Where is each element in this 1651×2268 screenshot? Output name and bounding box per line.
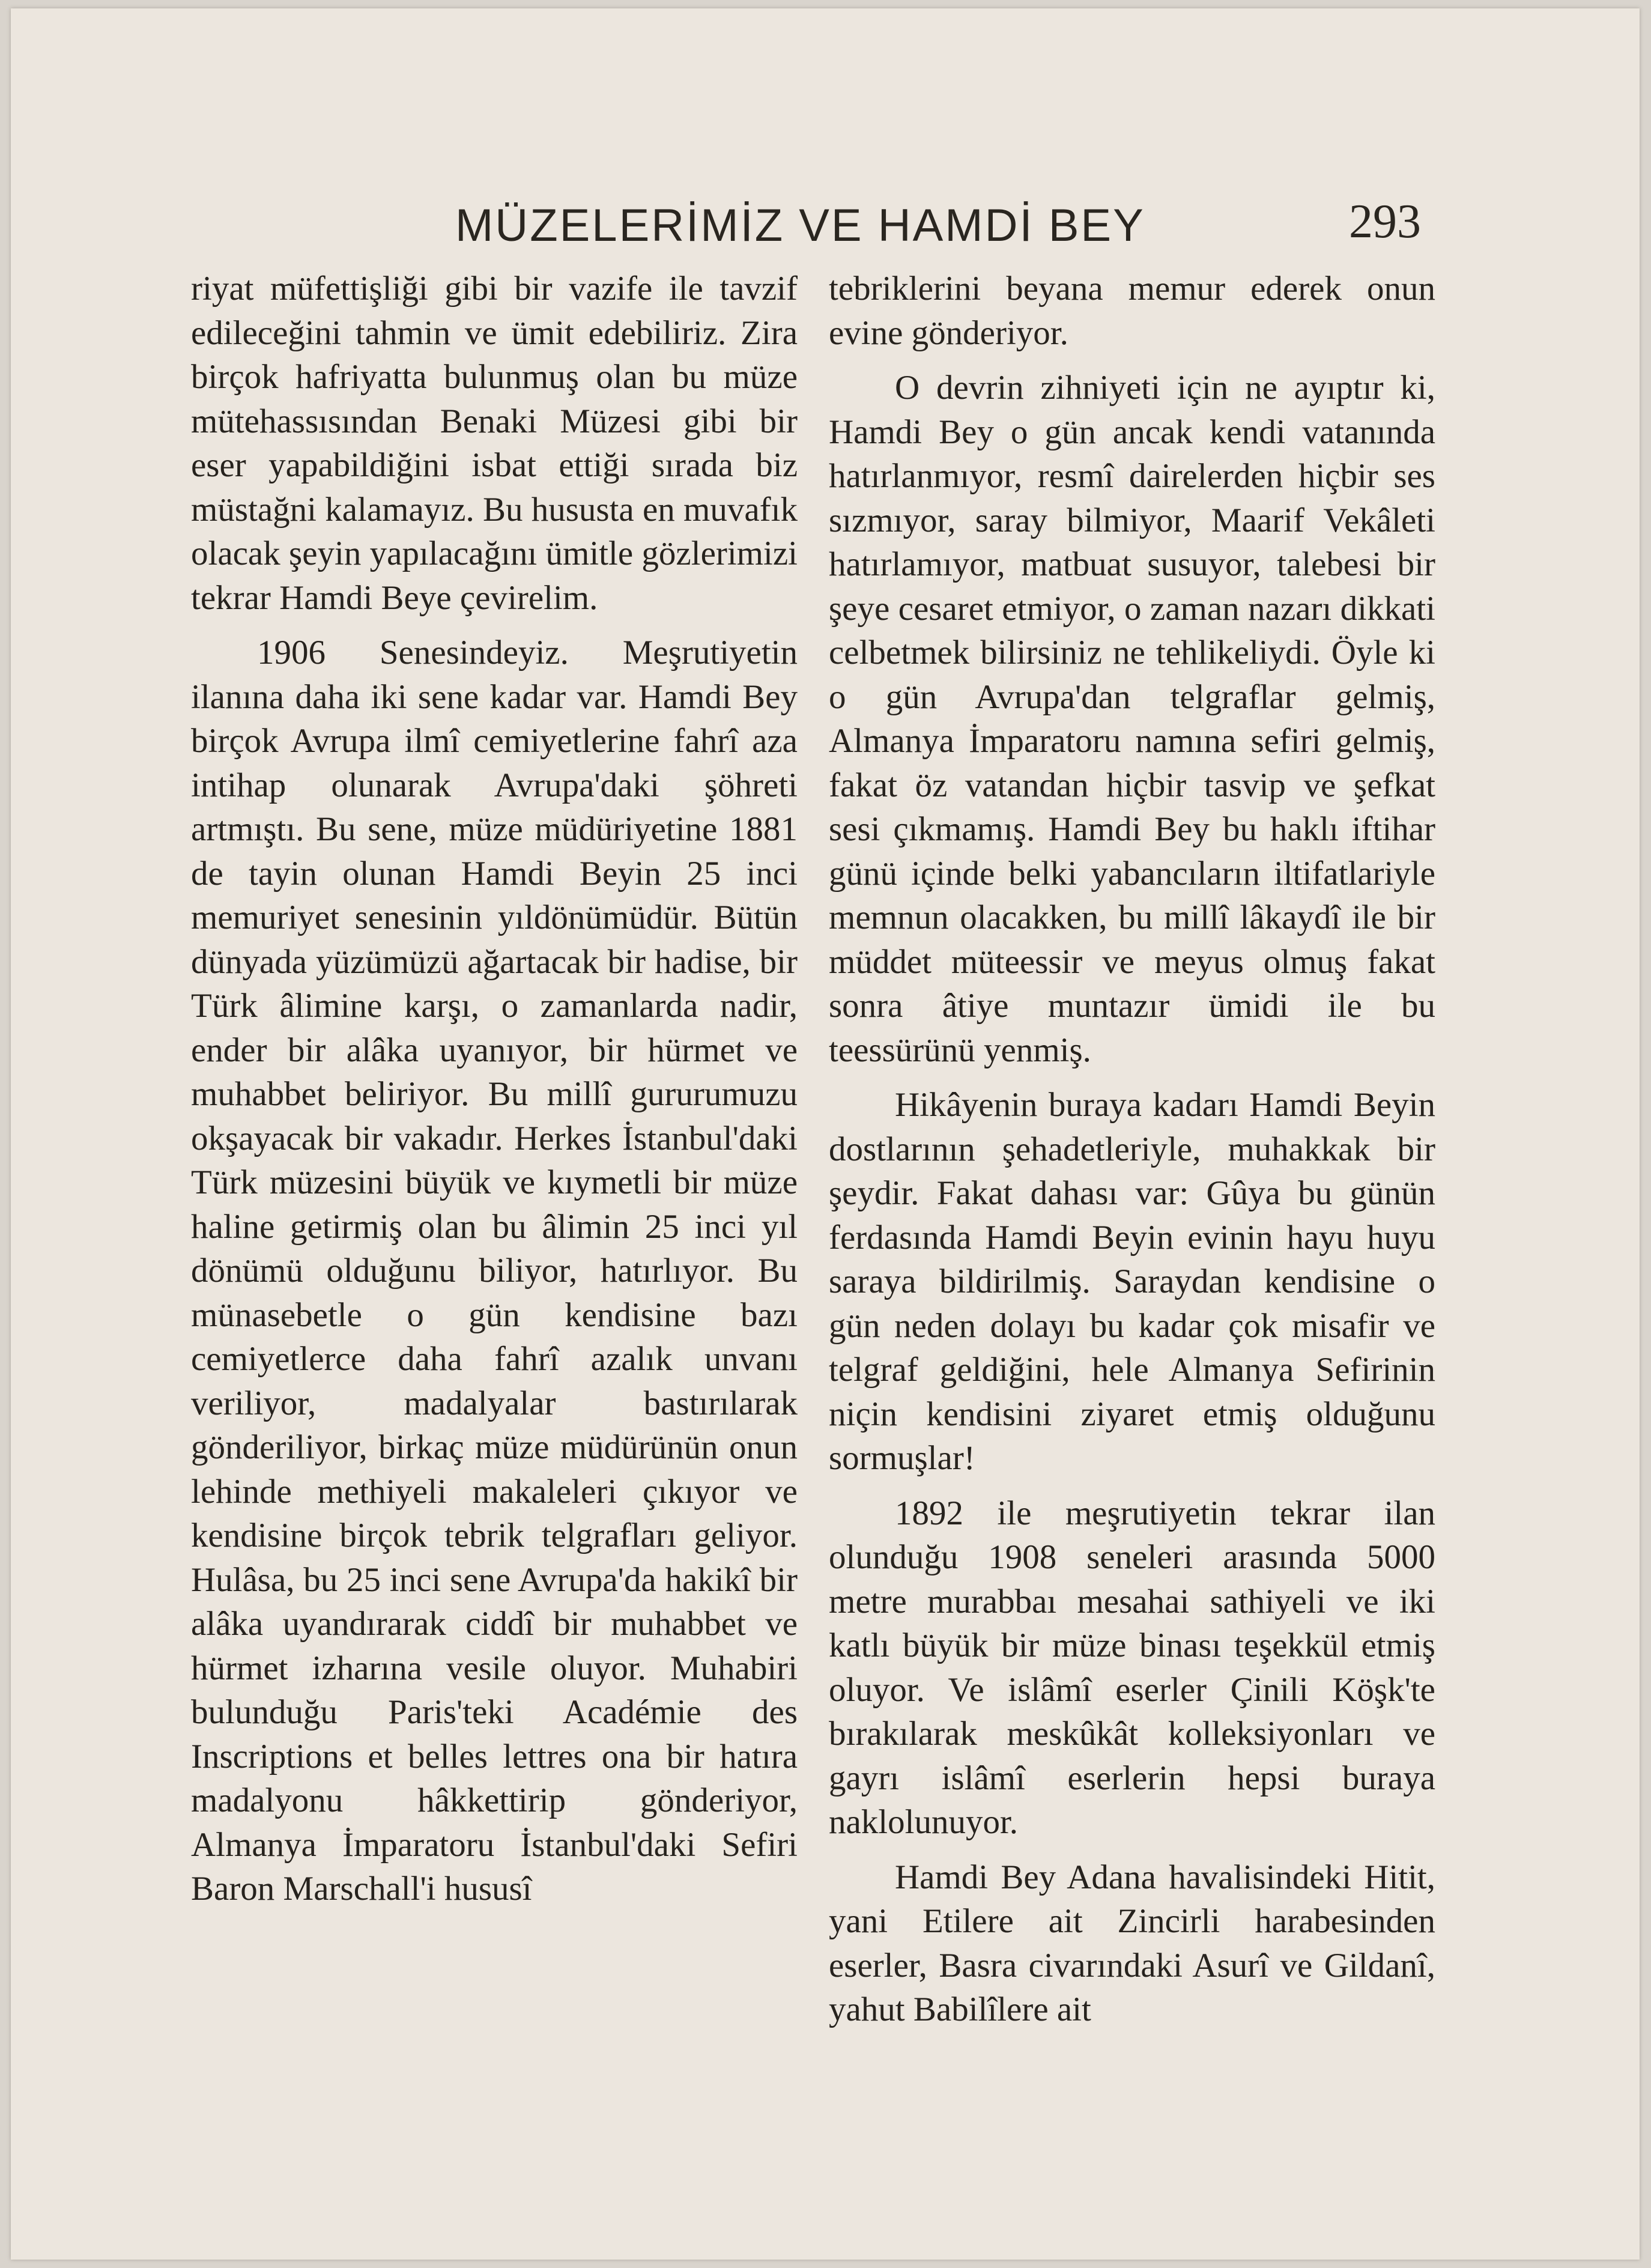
page-sheet bbox=[11, 8, 1640, 2260]
running-title: MÜZELERİMİZ VE HAMDİ BEY bbox=[455, 200, 1145, 251]
paragraph: Hikâyenin buraya kadarı Hamdi Beyin dostlarının şehadetleriyle, muhakkak bir şeydir. Fakat dahası var: Gûya bu günün ferdasında Hamdi Beyin evinin hayu huyu saraya bildirilmiş. Saraydan kendisine o gün neden dolayı bu kadar çok misafir ve telgraf geldiğini, hele Almanya Sefirinin niçin kendisini ziyaret etmiş olduğunu sormuşlar! bbox=[829, 1086, 1435, 1477]
paragraph: 1892 ile meşrutiyetin tekrar ilan olunduğu 1908 seneleri arasında 5000 metre murabbaı mesahai sathiyeli ve iki katlı büyük bir müze binası teşekkül etmiş oluyor. Ve islâmî eserler Çinili Köşk'te bırakılarak meskûkât kolleksiyonları ve gayrı islâmî eserlerin hepsi buraya naklolunuyor. bbox=[829, 1494, 1435, 1841]
left-column bbox=[191, 267, 798, 1922]
paragraph: 1906 Senesindeyiz. Meşrutiyetin ilanına daha iki sene kadar var. Hamdi Bey birçok Avrupa ilmî cemiyetlerine fahrî aza intihap olunarak Avrupa'daki şöhreti artmıştı. Bu sene, müze müdüriyetine 1881 de tayin olunan Hamdi Beyin 25 inci memuriyet senesinin yıldönümüdür. Bütün dünyada yüzümüzü ağartacak bir hadise, bir Türk âlimine karşı, o zamanlarda nadir, ender bir alâka uyanıyor, bir hürmet ve muhabbet beliriyor. Bu millî gururumuzu okşayacak bir vakadır. Herkes İstanbul'daki Türk müzesini büyük ve kıymetli bir müze haline getirmiş olan bu âlimin 25 inci yıl dönümü olduğunu biliyor, hatırlıyor. Bu münasebetle o gün kendisine bazı cemiyetlerce daha fahrî azalık unvanı veriliyor, madalyalar bastırılarak gönderiliyor, birkaç müze müdürünün onun lehinde methiyeli makaleleri çıkıyor ve kendisine birçok tebrik telgrafları geliyor. Hulâsa, bu 25 inci sene Avrupa'da hakikî bir alâka uyandırarak ciddî bir muhabbet ve hürmet izharına vesile oluyor. Muhabiri bulunduğu Paris'teki Académie des Inscriptions et belles lettres ona bir hatıra madalyonu hâkkettirip gönderiyor, Almanya İmparatoru İstanbul'daki Sefiri Baron Marschall'i hususî bbox=[191, 634, 798, 1908]
paragraph: riyat müfettişliği gibi bir vazife ile tavzif edileceğini tahmin ve ümit edebiliriz. Zira birçok hafriyatta bulunmuş olan bu müze mütehassısından Benaki Müzesi gibi bir eser yapabildiğini isbat ettiği sırada biz müstağni kalamayız. Bu hususta en muvafık olacak şeyin yapılacağını ümitle gözlerimizi tekrar Hamdi Beye çevirelim. bbox=[191, 270, 798, 617]
paragraph: O devrin zihniyeti için ne ayıptır ki, Hamdi Bey o gün ancak kendi vatanında hatırlanmıyor, resmî dairelerden hiçbir ses sızmıyor, saray bilmiyor, Maarif Vekâleti hatırlamıyor, matbuat susuyor, talebesi bir şeye cesaret etmiyor, o zaman nazarı dikkati celbetmek bilirsiniz ne tehlikeliydi. Öyle ki o gün Avrupa'dan telgraflar gelmiş, Almanya İmparatoru namına sefiri gelmiş, fakat öz vatandan hiçbir tasvip ve şefkat sesi çıkmamış. Hamdi Bey bu haklı iftihar günü içinde belki yabancıların iltifatlariyle memnun olacakken, bu millî lâkaydî ile bir müddet müteessir ve meyus olmuş fakat sonra âtiye muntazır ümidi ile bu teessürünü yenmiş. bbox=[829, 369, 1435, 1069]
paragraph: tebriklerini beyana memur ederek onun evine gönderiyor. bbox=[829, 270, 1435, 352]
page-number: 293 bbox=[1349, 195, 1421, 248]
paragraph: Hamdi Bey Adana havalisindeki Hitit, yani Etilere ait Zincirli harabesinden eserler, Basra civarındaki Asurî ve Gildanî, yahut Babilîlere ait bbox=[829, 1858, 1435, 2028]
right-column bbox=[829, 267, 1435, 2043]
